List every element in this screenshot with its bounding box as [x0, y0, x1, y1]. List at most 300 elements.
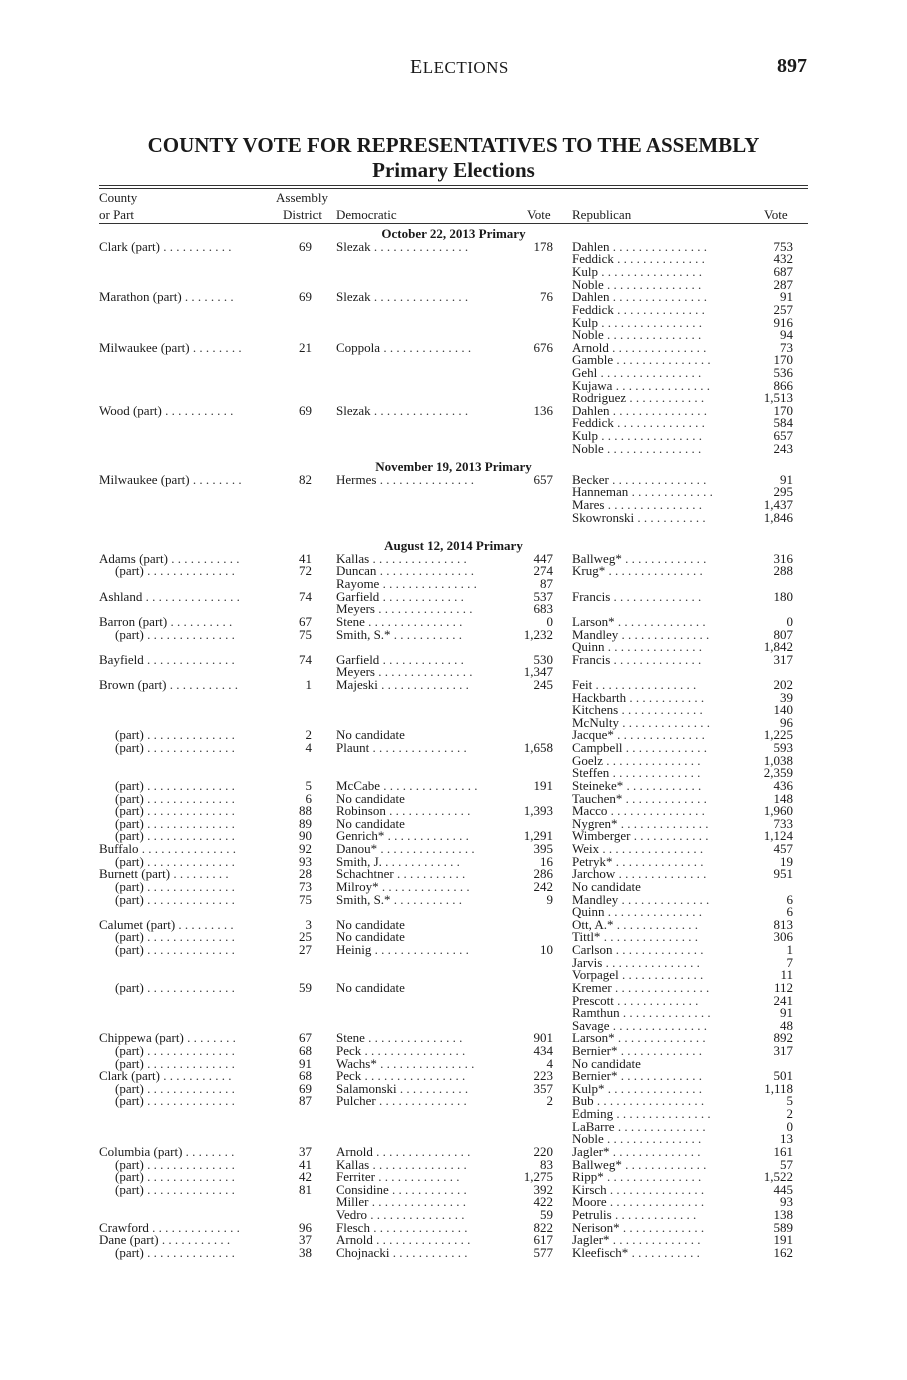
leader-dots: . . . . . . . . . . . . . .	[143, 727, 235, 743]
leader-dots: . . . . . . . . . . . . . . . .	[598, 314, 702, 330]
table-row	[0, 1246, 907, 1259]
leader-dots: . . . . . . . . . . . . . . .	[369, 740, 467, 756]
leader-dots: . . . . . . . . . . . . . . .	[370, 402, 469, 418]
rep-name: LaBarre	[572, 1118, 615, 1134]
county-cell	[99, 290, 234, 303]
table-row	[0, 981, 907, 994]
leader-dots: . . . . . . . .	[183, 1030, 236, 1046]
leader-dots: . . . . . . . .	[189, 339, 242, 355]
leader-dots: . . . . . . . . . . . . . . .	[377, 841, 475, 857]
leader-dots: . . . . . . . . . . .	[634, 509, 706, 525]
dem-vote: 87	[540, 576, 553, 592]
leader-dots: . . . . . . . . . . . . .	[621, 550, 707, 566]
leader-dots: . . . . . . . . . . . . . . .	[609, 402, 708, 418]
county-name: (part)	[115, 853, 144, 869]
rep-vote: 148	[773, 790, 793, 806]
leader-dots: . . . . . . . . . . . . . .	[143, 803, 235, 819]
dem-name: Rayome	[336, 576, 380, 592]
district-cell: 41	[299, 1156, 312, 1172]
district-cell: 69	[299, 402, 312, 418]
rep-name: Ramthun	[572, 1005, 620, 1021]
leader-dots: . . . . . . . . . . . . . .	[143, 1156, 235, 1172]
dem-name: Smith, S.*	[336, 626, 391, 642]
rep-vote: 951	[773, 866, 793, 882]
leader-dots: . . . . . . . . . . .	[396, 1080, 469, 1096]
rep-vote: 91	[780, 471, 793, 487]
leader-dots: . . . . . . . . . . . . . . .	[608, 471, 707, 487]
district-cell: 69	[299, 289, 312, 305]
county-name: Clark (part)	[99, 238, 161, 254]
rep-name: McNulty	[572, 714, 619, 730]
leader-dots: . . . . . . . . . . . . . .	[380, 339, 472, 355]
leader-dots: . . . . . . . . . . . . . . .	[608, 339, 707, 355]
dem-name: Meyers	[336, 601, 375, 617]
dem-vote: 1,291	[523, 828, 553, 844]
leader-dots: . . . . . . . . . . . . . . .	[603, 276, 702, 292]
rep-vote: 48	[780, 1017, 793, 1033]
county-name: (part)	[115, 1156, 144, 1172]
leader-dots: . . . . . . . . . . . . .	[379, 588, 464, 604]
leader-dots: . . . . . . . . . . . .	[626, 689, 705, 705]
leader-dots: . . . . . . . . . . . . . . .	[603, 440, 702, 456]
rep-name: Wimberger	[572, 828, 631, 844]
rep-name: Ripp*	[572, 1169, 604, 1185]
district-cell: 75	[299, 891, 312, 907]
col-header-dem-vote: Vote	[527, 207, 551, 222]
rep-vote: 317	[773, 1042, 793, 1058]
county-name: (part)	[115, 1042, 144, 1058]
rep-vote: 687	[773, 264, 793, 280]
rep-vote: 1,522	[763, 1169, 793, 1185]
rep-name: Bub	[572, 1093, 594, 1109]
district-cell: 81	[299, 1181, 312, 1197]
leader-dots: . . . . . . . . . . . . . . .	[367, 1207, 465, 1223]
leader-dots: . . . . . . . . . . .	[167, 550, 240, 566]
leader-dots: . . . . . . . . . . . . . .	[619, 1005, 711, 1021]
county-name: Columbia (part)	[99, 1143, 183, 1159]
district-cell: 67	[299, 1030, 312, 1046]
table-row	[0, 511, 907, 524]
dem-vote: 447	[533, 550, 553, 566]
county-cell	[115, 893, 235, 906]
leader-dots: . . . . . . . . . . . . . . .	[611, 979, 710, 995]
rep-vote: 191	[773, 1232, 793, 1248]
leader-dots: . . . . . . . . . . . . . .	[609, 1143, 701, 1159]
rep-vote: 916	[773, 314, 793, 330]
dem-vote: 136	[533, 402, 553, 418]
section-name: ELECTIONS	[410, 56, 509, 78]
dem-name: Majeski	[336, 677, 378, 692]
dem-vote: 357	[533, 1080, 553, 1096]
leader-dots: . . . . . . . . . . . . . . .	[602, 954, 700, 970]
leader-dots: . . . . . . . . . . . . . .	[143, 878, 235, 894]
leader-dots: . . . . . . . . . . . . .	[374, 1169, 460, 1185]
dem-vote: 191	[533, 777, 553, 793]
rep-name: No candidate	[572, 878, 641, 894]
leader-dots: . . . . . . . . . . . . . .	[143, 563, 235, 579]
rep-vote: 180	[773, 588, 793, 604]
dem-vote: 83	[540, 1156, 553, 1172]
leader-dots: . . . . . . . . . . . . . . . . .	[593, 1093, 705, 1109]
democratic-candidate	[336, 1246, 467, 1259]
dem-name: Considine	[336, 1181, 389, 1197]
table-row	[0, 678, 907, 691]
rep-vote: 91	[780, 289, 793, 305]
page-number: 897	[777, 55, 807, 77]
dem-name: Arnold	[336, 1232, 373, 1248]
leader-dots: . . . . . . . . . . . . . .	[143, 777, 235, 793]
leader-dots: . . . . . . . . . . . . . . .	[609, 238, 708, 254]
rep-vote: 91	[780, 1005, 793, 1021]
democratic-candidate	[336, 1094, 467, 1107]
rep-name: Dahlen	[572, 238, 610, 254]
leader-dots: . . . . . . . . . .	[167, 613, 233, 629]
dem-vote: 220	[533, 1143, 553, 1159]
leader-dots: . . . . . . . . . . . . . . .	[613, 1106, 711, 1122]
leader-dots: . . . . . . . . . . . .	[623, 777, 702, 793]
leader-dots: . . . . . . . . . . . . .	[621, 1156, 707, 1172]
rep-name: Hackbarth	[572, 689, 627, 705]
rep-name: Kujawa	[572, 377, 613, 393]
rep-vote: 733	[773, 815, 793, 831]
rep-name: Francis	[572, 588, 611, 604]
leader-dots: . . . . . . . . . . . . . . . .	[597, 365, 702, 380]
leader-dots: . . . . . . . . . . . . .	[379, 651, 464, 667]
dem-name: Plaunt	[336, 740, 370, 756]
county-name: Wood (part)	[99, 402, 162, 418]
rep-vote: 807	[773, 626, 793, 642]
dem-vote: 0	[546, 613, 553, 629]
leader-dots: . . . . . . . . . . . . . . .	[606, 1194, 705, 1210]
rep-name: Edming	[572, 1106, 614, 1122]
rep-name: Gehl	[572, 365, 598, 380]
dem-name: Smith, S.*	[336, 891, 391, 907]
rep-name: Bernier*	[572, 1068, 618, 1084]
district-cell: 74	[299, 588, 312, 604]
district-cell: 42	[299, 1169, 312, 1185]
republican-candidate	[572, 442, 701, 455]
rep-name: Mandley	[572, 626, 619, 642]
rep-name: Noble	[572, 1131, 604, 1147]
leader-dots: . . . . . . . . . . . . . .	[143, 651, 235, 667]
rep-name: No candidate	[572, 1055, 641, 1071]
leader-dots: . . . . . . . . . . . . .	[617, 1068, 702, 1084]
leader-dots: . . . . . . . . . . . .	[388, 1181, 467, 1197]
rep-name: Krug*	[572, 563, 606, 579]
leader-dots: . . . . . . . . . . . . . .	[614, 1030, 706, 1046]
rep-vote: 657	[773, 428, 793, 444]
leader-dots: . . . . . . . .	[189, 471, 242, 487]
dem-vote: 4	[546, 1055, 553, 1071]
county-name: Barron (part)	[99, 613, 168, 629]
table-row	[0, 316, 907, 329]
leader-dots: . . . . . . . . . . . .	[626, 390, 705, 406]
county-name: Adams (part)	[99, 550, 168, 566]
dem-name: No candidate	[336, 815, 405, 831]
rep-name: Jarvis	[572, 954, 603, 970]
leader-dots: . . . . . . . . . . . . . .	[613, 251, 705, 267]
leader-dots: . . . . . . . . . . . . . . .	[603, 1169, 702, 1185]
leader-dots: . . . . . . . . . . .	[160, 238, 232, 254]
leader-dots: . . . . . . . . . . . . . .	[143, 1042, 235, 1058]
district-cell: 1	[305, 677, 312, 692]
district-cell: 37	[299, 1232, 312, 1248]
dem-name: Heinig	[336, 942, 372, 958]
table-row	[0, 265, 907, 278]
county-name: (part)	[115, 815, 144, 831]
leader-dots: . . . . . . . . . . . . .	[385, 803, 471, 819]
leader-dots: . . . . . . . . . . . . . .	[614, 1118, 706, 1134]
district-cell: 96	[299, 1219, 312, 1235]
leader-dots: . . . . . . . . . . .	[628, 1244, 700, 1260]
col-header-district: District	[283, 207, 322, 222]
leader-dots: . . . . . . . . . . . . . . .	[613, 352, 711, 368]
dem-name: No candidate	[336, 916, 405, 932]
leader-dots: . . . . . . . . . . . . . . .	[609, 289, 708, 305]
dem-name: No candidate	[336, 727, 405, 743]
leader-dots: . . . . . . . . . . .	[390, 891, 463, 907]
district-cell: 92	[299, 841, 312, 857]
county-name: Brown (part)	[99, 677, 167, 692]
democratic-candidate	[336, 240, 468, 253]
rep-name: Petrulis	[572, 1207, 612, 1223]
leader-dots: . . . . . . . . . . . . .	[613, 916, 699, 932]
rep-vote: 96	[780, 714, 793, 730]
rep-name: Feddick	[572, 301, 614, 317]
dem-name: Schachtner	[336, 866, 394, 882]
county-name: (part)	[115, 828, 144, 844]
table-row	[0, 442, 907, 455]
dem-name: Salamonski	[336, 1080, 397, 1096]
county-cell	[115, 1094, 235, 1107]
district-cell: 21	[299, 339, 312, 355]
democratic-candidate	[336, 628, 462, 641]
section-heading: October 22, 2013 Primary	[381, 226, 526, 241]
table-row	[0, 366, 907, 379]
rep-vote: 170	[773, 352, 793, 368]
table-row	[0, 1094, 907, 1107]
district-cell: 68	[299, 1068, 312, 1084]
county-name: Crawford	[99, 1219, 149, 1235]
dem-vote: 657	[533, 471, 553, 487]
dem-name: Flesch	[336, 1219, 370, 1235]
district-cell: 37	[299, 1143, 312, 1159]
dem-name: Danou*	[336, 841, 378, 857]
leader-dots: . . . . . . . . . . . . . . . .	[592, 677, 697, 692]
rep-name: Arnold	[572, 339, 609, 355]
leader-dots: . . . . . . . . . . . . . .	[609, 765, 701, 781]
leader-dots: . . . . . . . . . . .	[158, 1232, 231, 1248]
rep-name: Mares	[572, 497, 605, 513]
leader-dots: . . . . . . . . . . . . . . .	[369, 1156, 467, 1172]
leader-dots: . . . . . . . . . . . . . .	[143, 740, 235, 756]
rep-name: Jarchow	[572, 866, 616, 882]
republican-candidate	[572, 511, 706, 524]
leader-dots: . . . . . . . . . . .	[390, 626, 463, 642]
district-cell: 38	[299, 1244, 312, 1260]
rep-name: Ballweg*	[572, 1156, 622, 1172]
leader-dots: . . . . . . . . . . .	[161, 402, 234, 418]
republican-candidate	[572, 653, 701, 666]
democratic-candidate	[336, 678, 469, 691]
rep-vote: 1,960	[763, 803, 793, 819]
dem-name: Genrich*	[336, 828, 385, 844]
rep-name: Macco	[572, 803, 608, 819]
county-name: (part)	[115, 727, 144, 743]
leader-dots: . . . . . . . . . . . . . . .	[604, 639, 702, 655]
republican-candidate	[572, 1246, 700, 1259]
rep-name: Rodriguez	[572, 390, 627, 406]
dem-name: Slezak	[336, 289, 371, 305]
rep-vote: 317	[773, 651, 793, 667]
county-cell	[99, 404, 233, 417]
table-row	[0, 956, 907, 969]
rep-vote: 257	[773, 301, 793, 317]
rep-vote: 243	[773, 440, 793, 456]
rep-name: Quinn	[572, 904, 605, 920]
leader-dots: . . . . . . . . . . . . . .	[143, 1055, 235, 1071]
rep-vote: 288	[773, 563, 793, 579]
col-header-rep-vote: Vote	[764, 207, 788, 222]
rep-name: Goelz	[572, 752, 604, 768]
rep-vote: 7	[786, 954, 793, 970]
county-cell	[115, 1246, 235, 1259]
district-cell: 90	[299, 828, 312, 844]
leader-dots: . . . . . . . . . . .	[393, 866, 466, 882]
district-cell: 4	[305, 740, 312, 756]
rep-vote: 813	[773, 916, 793, 932]
leader-dots: . . . . . . . . . . . . . . . .	[598, 264, 702, 280]
district-cell: 68	[299, 1042, 312, 1058]
democratic-candidate	[336, 404, 468, 417]
rep-vote: 295	[773, 484, 793, 500]
rep-vote: 94	[780, 327, 793, 343]
dem-vote: 286	[533, 866, 553, 882]
leader-dots: . . . . . . . . . . . . . . .	[605, 563, 703, 579]
leader-dots: . . . . . . . . .	[175, 916, 234, 932]
dem-name: Coppola	[336, 339, 381, 355]
leader-dots: . . . . . . . . . . . . . .	[378, 878, 470, 894]
leader-dots: . . . . . . . . . . . . . . .	[603, 327, 702, 343]
county-name: Chippewa (part)	[99, 1030, 184, 1046]
section-heading: August 12, 2014 Primary	[384, 538, 523, 553]
dem-name: Pulcher	[336, 1093, 376, 1109]
district-cell: 89	[299, 815, 312, 831]
rep-name: Becker	[572, 471, 609, 487]
rep-vote: 6	[786, 891, 793, 907]
leader-dots: . . . . . . . . . . . . . . .	[603, 752, 701, 768]
district-cell: 59	[299, 979, 312, 995]
leader-dots: . . . . . . . . . . . . . .	[609, 1232, 701, 1248]
rep-vote: 161	[773, 1143, 793, 1159]
county-cell	[115, 1183, 235, 1196]
rep-vote: 5	[786, 1093, 793, 1109]
rep-vote: 93	[780, 1194, 793, 1210]
rep-name: Weix	[572, 841, 600, 857]
county-name: (part)	[115, 740, 144, 756]
table-row	[0, 353, 907, 366]
dem-vote: 16	[540, 853, 553, 869]
rep-vote: 11	[780, 967, 793, 983]
dem-name: Stene	[336, 613, 365, 629]
leader-dots: . . . . . . . . .	[170, 866, 229, 882]
leader-dots: . . . . . . . . . . . . . . .	[371, 942, 469, 958]
leader-dots: . . . . . . . . . . . . . . .	[370, 238, 469, 254]
rep-name: Hanneman	[572, 484, 629, 500]
dem-vote: 537	[533, 588, 553, 604]
rep-vote: 1,437	[763, 497, 793, 513]
dem-name: No candidate	[336, 979, 405, 995]
county-name: (part)	[115, 626, 144, 642]
leader-dots: . . . . . . . . . . . . . .	[143, 815, 235, 831]
table-row	[0, 994, 907, 1007]
county-name: Milwaukee (part)	[99, 339, 190, 355]
district-cell: 91	[299, 1055, 312, 1071]
county-cell	[115, 741, 235, 754]
county-name: Bayfield	[99, 651, 144, 667]
county-name: Dane (part)	[99, 1232, 159, 1248]
rep-vote: 73	[780, 339, 793, 355]
district-cell: 41	[299, 550, 312, 566]
democratic-candidate	[336, 893, 462, 906]
rep-name: Ott, A.*	[572, 916, 614, 932]
leader-dots: . . . . . . . . . . . . . .	[143, 1093, 235, 1109]
table-row	[0, 240, 907, 253]
leader-dots: . . . . . . . . . . . . . . .	[369, 550, 467, 566]
county-cell	[99, 653, 235, 666]
rep-vote: 2,359	[763, 765, 793, 781]
dem-vote: 10	[540, 942, 553, 958]
dem-vote: 392	[533, 1181, 553, 1197]
leader-dots: . . . . . . . . . . . . . . .	[138, 841, 236, 857]
leader-dots: . . . . . . . . . . . . . . .	[369, 1219, 468, 1235]
democratic-candidate	[336, 981, 405, 994]
rep-vote: 0	[786, 1118, 793, 1134]
rep-vote: 241	[773, 992, 793, 1008]
county-cell	[115, 564, 235, 577]
dem-vote: 1,275	[523, 1169, 553, 1185]
rep-name: Gamble	[572, 352, 614, 368]
leader-dots: . . . . . . . . . . . . .	[613, 992, 699, 1008]
dem-vote: 242	[533, 878, 553, 894]
leader-dots: . . . . . . . . . . . . .	[611, 1207, 697, 1223]
dem-name: Peck	[336, 1042, 362, 1058]
dem-name: Garfield	[336, 651, 380, 667]
county-cell	[115, 628, 235, 641]
district-cell: 88	[299, 803, 312, 819]
leader-dots: . . . . . . . . . . . . .	[622, 740, 708, 756]
county-name: Buffalo	[99, 841, 139, 857]
leader-dots: . . . . . . . . . . . . . . .	[376, 563, 474, 579]
leader-dots: . . . . . . . . . . . . .	[384, 828, 469, 844]
dem-name: Miller	[336, 1194, 369, 1210]
table-row	[0, 1006, 907, 1019]
district-cell: 5	[305, 777, 312, 793]
rep-vote: 436	[773, 777, 793, 793]
county-name: (part)	[115, 1169, 144, 1185]
leader-dots: . . . . . . . . . . . . .	[618, 702, 703, 718]
dem-name: Chojnacki	[336, 1244, 390, 1260]
table-row	[0, 893, 907, 906]
table-row	[0, 703, 907, 716]
dem-vote: 178	[533, 238, 553, 254]
rep-vote: 589	[773, 1219, 793, 1235]
county-name: (part)	[115, 1093, 144, 1109]
dem-vote: 901	[533, 1030, 553, 1046]
leader-dots: . . . . . . . . . . . . . .	[614, 613, 706, 629]
rep-vote: 19	[780, 853, 793, 869]
county-cell	[99, 590, 240, 603]
